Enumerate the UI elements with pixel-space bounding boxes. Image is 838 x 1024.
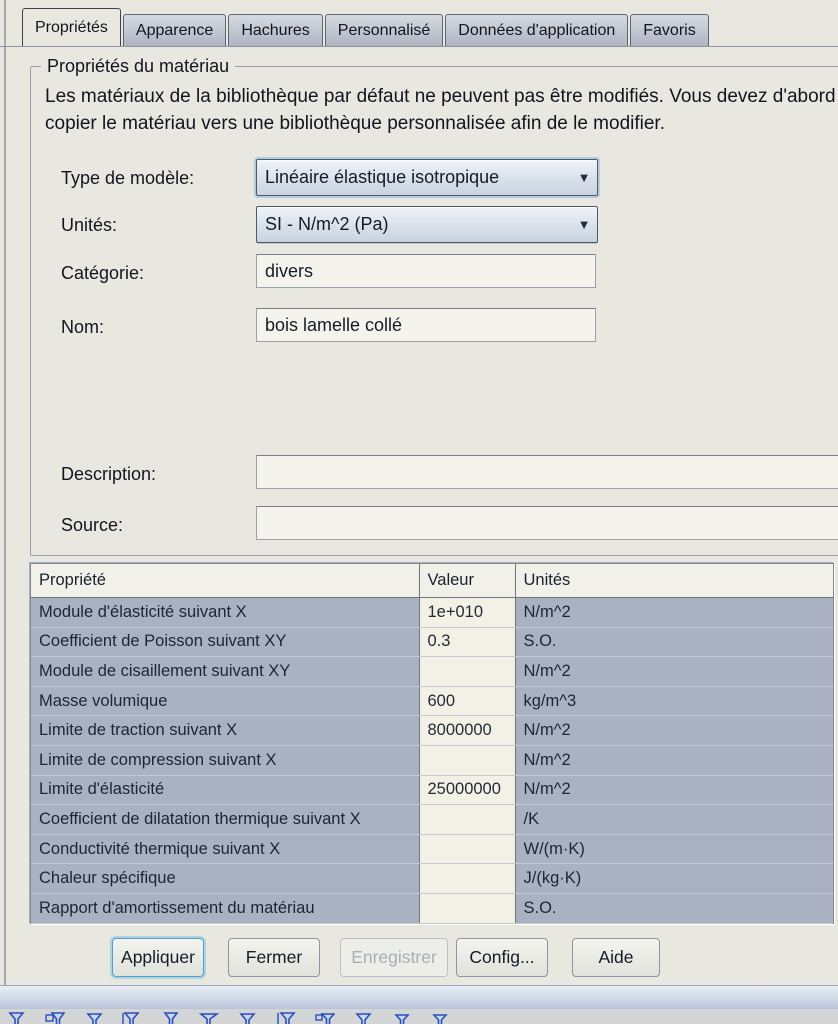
units-dropdown[interactable] [256, 206, 598, 243]
property-units: S.O. [515, 627, 833, 657]
property-value[interactable] [419, 745, 515, 775]
property-value[interactable]: 25000000 [419, 775, 515, 805]
property-name: Rapport d'amortissement du matériau [31, 893, 419, 923]
table-row [31, 716, 833, 746]
model-type-label: Type de modèle: [61, 168, 195, 188]
column-header-value: Valeur [419, 564, 515, 598]
property-units: N/m^2 [515, 775, 833, 805]
tab-favoris[interactable]: Favoris [630, 14, 708, 46]
funnel-icon[interactable] [199, 1011, 219, 1024]
column-header-property: Propriété [31, 564, 419, 598]
property-name: Module d'élasticité suivant X [31, 598, 419, 628]
tab-strip-divider [0, 46, 838, 47]
table-row [31, 598, 833, 628]
property-value[interactable] [419, 864, 515, 894]
property-name: Coefficient de dilatation thermique suivant X [31, 805, 419, 835]
units-value: SI - N/m^2 (Pa) [265, 214, 389, 234]
units-label: Unités: [61, 215, 118, 235]
funnel-icon[interactable] [430, 1011, 450, 1024]
property-units: N/m^2 [515, 716, 833, 746]
tab-apparence[interactable]: Apparence [123, 14, 226, 46]
property-value[interactable]: 600 [419, 686, 515, 716]
apply-button[interactable]: Appliquer [112, 938, 204, 977]
source-label: Source: [61, 515, 124, 535]
table-row [31, 745, 833, 775]
description-input[interactable] [256, 455, 838, 489]
close-button[interactable]: Fermer [228, 938, 320, 977]
description-label: Description: [61, 464, 157, 484]
property-units: N/m^2 [515, 657, 833, 687]
property-value[interactable] [419, 893, 515, 923]
funnel-icon[interactable] [7, 1011, 27, 1024]
property-units: S.O. [515, 893, 833, 923]
property-name: Limite de traction suivant X [31, 716, 419, 746]
screen-left-edge [4, 0, 6, 1024]
property-units: W/(m·K) [515, 834, 833, 864]
category-input[interactable] [256, 254, 596, 288]
funnel-icon[interactable] [353, 1011, 373, 1024]
property-value[interactable] [419, 805, 515, 835]
property-value[interactable] [419, 657, 515, 687]
tab-donnees-application[interactable]: Données d'application [445, 14, 628, 46]
save-button[interactable]: Enregistrer [340, 938, 448, 977]
property-value[interactable] [419, 834, 515, 864]
material-properties-table [30, 563, 834, 924]
model-type-value: Linéaire élastique isotropique [265, 167, 500, 187]
property-units: N/m^2 [515, 745, 833, 775]
config-button[interactable]: Config... [456, 938, 548, 977]
property-name: Limite d'élasticité [31, 775, 419, 805]
chevron-down-icon: ▼ [577, 170, 591, 185]
property-name: Limite de compression suivant X [31, 745, 419, 775]
table-row [31, 686, 833, 716]
property-name: Chaleur spécifique [31, 864, 419, 894]
default-library-notice: Les matériaux de la bibliothèque par défaut ne peuvent pas être modifiés. Vous devez d'abord copier le matériau vers une bibliothèque personnalisée afin de le modifier. [45, 86, 836, 134]
property-units: /K [515, 805, 833, 835]
tab-personnalise[interactable]: Personnalisé [325, 14, 444, 46]
table-row [31, 805, 833, 835]
window-bottom-edge [0, 985, 838, 1010]
table-row [31, 627, 833, 657]
property-units: kg/m^3 [515, 686, 833, 716]
material-properties-group [30, 56, 838, 556]
group-title: Propriétés du matériau [41, 56, 235, 77]
property-name: Module de cisaillement suivant XY [31, 657, 419, 687]
taskbar-strip [0, 1009, 838, 1024]
category-label: Catégorie: [61, 263, 145, 283]
property-name: Conductivité thermique suivant X [31, 834, 419, 864]
name-input[interactable] [256, 308, 596, 342]
table-row [31, 775, 833, 805]
name-label: Nom: [61, 317, 105, 337]
funnel-icon[interactable] [122, 1011, 142, 1024]
table-row [31, 864, 833, 894]
property-name: Coefficient de Poisson suivant XY [31, 627, 419, 657]
funnel-icon[interactable] [315, 1011, 335, 1024]
table-row [31, 893, 833, 923]
table-row [31, 834, 833, 864]
tab-bar [22, 8, 711, 46]
table-header-row [31, 564, 833, 598]
source-input[interactable] [256, 506, 838, 540]
funnel-icon[interactable] [392, 1011, 412, 1024]
chevron-down-icon: ▼ [577, 217, 591, 232]
table-row [31, 657, 833, 687]
tab-hachures[interactable]: Hachures [228, 14, 322, 46]
help-button[interactable]: Aide [572, 938, 660, 977]
property-value[interactable]: 1e+010 [419, 598, 515, 628]
funnel-icon[interactable] [276, 1011, 296, 1024]
funnel-icon[interactable] [238, 1011, 258, 1024]
funnel-icon[interactable] [84, 1011, 104, 1024]
property-units: N/m^2 [515, 598, 833, 628]
funnel-icon[interactable] [45, 1011, 65, 1024]
tab-proprietes[interactable]: Propriétés [22, 8, 121, 46]
property-value[interactable]: 8000000 [419, 716, 515, 746]
funnel-icon[interactable] [161, 1011, 181, 1024]
property-name: Masse volumique [31, 686, 419, 716]
column-header-units: Unités [515, 564, 833, 598]
property-units: J/(kg·K) [515, 864, 833, 894]
property-value[interactable]: 0.3 [419, 627, 515, 657]
model-type-dropdown[interactable] [256, 159, 598, 196]
